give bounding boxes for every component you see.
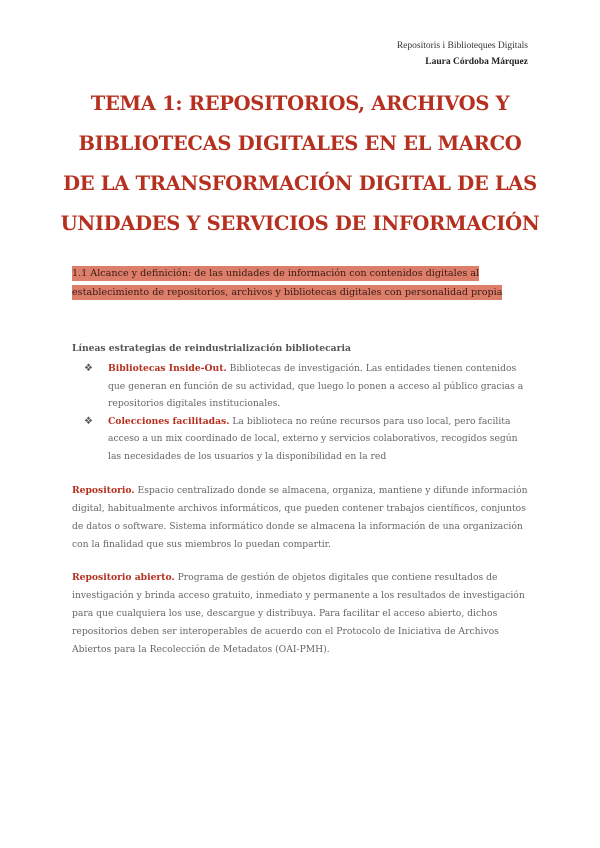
diamond-bullet-icon: ❖: [84, 363, 93, 374]
diamond-bullet-icon: ❖: [84, 415, 93, 427]
section-heading-text: 1.1 Alcance y definición: de las unidades de información con contenidos digitales al establecimiento de repositorios, archivos y bibliotecas digitales con personalidad propia: [72, 268, 503, 298]
item-term: Colecciones facilitadas.: [108, 415, 230, 427]
item-term: Bibliotecas Inside-Out.: [108, 363, 227, 374]
definition-text: Programa de gestión de objetos digitales que contiene resultados de investigación y brinda acceso gratuito, inmediato y permanente a los resultados de investigación para que cualquiera los use, descargue y distribuya. Para facilitar el acceso abierto, dichos repositorios deben ser interoperables de acuerdo con el Protocolo de Iniciativa de Archivos Abiertos para la Recolección de Metadatos (OAI-PMH).: [72, 572, 525, 655]
item-text: La biblioteca no reúne recursos para uso local, pero facilita acceso a un mix coordinado de local, externo y servicios colaborativos, recogidos según las necesidades de los usuarios y la disponibilidad en la red: [108, 415, 518, 462]
header-course: Repositoris i Biblioteques Digitals: [396, 41, 528, 51]
definition-text: Espacio centralizado donde se almacena, organiza, mantiene y difunde información digital, habitualmente archivos informáticos, que pueden contener trabajos científicos, conjuntos de datos o software. Sistema informático donde se almacena la información de una organización con la finalidad que sus miembros lo puedan compartir.: [72, 485, 528, 550]
strategies-heading: Líneas estrategias de reindustrialización bibliotecaria: [72, 343, 351, 354]
strategies-list: [84, 360, 524, 465]
header-author: Laura Córdoba Márquez: [425, 57, 528, 67]
page-header: [397, 38, 528, 70]
list-item: [84, 413, 524, 466]
section-heading: [72, 264, 508, 302]
definition-term: Repositorio abierto.: [72, 572, 175, 583]
list-item: [84, 360, 524, 413]
item-text: Bibliotecas de investigación. Las entidades tienen contenidos que generan en función de su actividad, que luego lo ponen a acceso al público gracias a repositorios digitales institucionales.: [108, 363, 524, 409]
definition-repositorio-abierto: [72, 569, 528, 659]
definition-term: Repositorio.: [72, 485, 135, 496]
document-title: TEMA 1: REPOSITORIOS, ARCHIVOS Y BIBLIOTECAS DIGITALES EN EL MARCO DE LA TRANSFORMACIÓN DIGITAL DE LAS UNIDADES Y SERVICIOS DE INFORMACIÓN: [60, 92, 540, 235]
definition-repositorio: [72, 482, 528, 554]
